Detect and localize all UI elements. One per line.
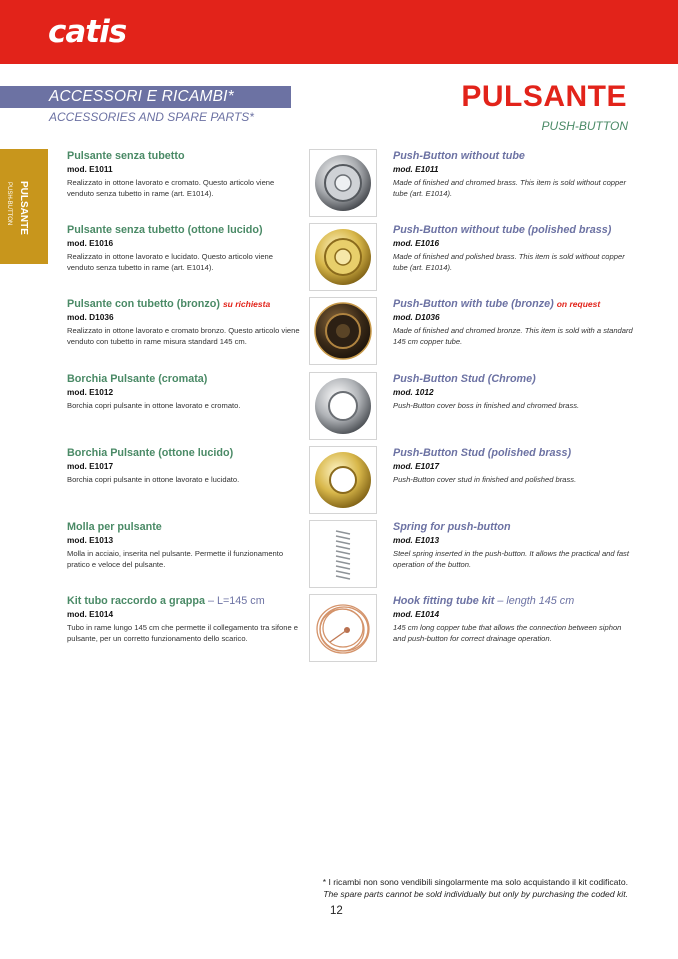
product-name-en-text: Push-Button with tube (bronze) [393, 298, 554, 310]
product-item [0, 446, 678, 520]
product-name-en [393, 520, 633, 534]
product-image [309, 223, 377, 291]
product-desc-it: Realizzato in ottone lavorato e cromato. Questo articolo viene venduto senza tubetto in rame (art. E1014). [67, 178, 275, 198]
product-name-it-text: Pulsante senza tubetto (ottone lucido) [67, 224, 263, 236]
item-description-it [67, 297, 302, 347]
item-description-it [67, 372, 302, 412]
product-name-it-text: Pulsante con tubetto (bronzo) [67, 298, 220, 310]
item-description-it [67, 149, 302, 199]
product-name-en [393, 223, 633, 237]
brand-logo: catis [48, 14, 127, 50]
model-code-it: mod. E1013 [67, 535, 114, 545]
footnote-en: The spare parts cannot be sold individually but only by purchasing the coded kit. [323, 889, 628, 899]
page-number: 12 [330, 905, 343, 917]
model-code-it: mod. E1012 [67, 387, 114, 397]
product-name-en [393, 372, 633, 386]
model-code-en: mod. E1014 [393, 609, 440, 619]
item-description-en [393, 297, 633, 347]
product-name-en-text: Hook fitting tube kit [393, 595, 495, 607]
brass-stud-icon [310, 447, 376, 513]
model-code-en: mod. D1036 [393, 312, 440, 322]
item-description-en [393, 372, 633, 412]
product-image [309, 520, 377, 588]
product-item [0, 372, 678, 446]
item-description-en [393, 149, 633, 199]
product-image [309, 149, 377, 217]
item-description-it [67, 594, 302, 644]
product-item [0, 520, 678, 594]
length-suffix: – L=145 cm [204, 595, 265, 607]
product-name-it-text: Kit tubo raccordo a grappa [67, 595, 205, 607]
page-title: PULSANTE [461, 80, 627, 113]
product-item [0, 223, 678, 297]
model-code-it: mod. E1011 [67, 164, 113, 174]
product-name-it [67, 149, 302, 163]
chrome-stud-icon [310, 373, 376, 439]
product-image [309, 372, 377, 440]
product-item [0, 594, 678, 668]
product-image [309, 594, 377, 662]
product-name-it [67, 594, 302, 608]
product-desc-it: Borchia copri pulsante in ottone lavorato e lucidato. [67, 475, 240, 484]
product-image [309, 446, 377, 514]
product-name-en-text: Push-Button Stud (polished brass) [393, 447, 572, 459]
brass-push-button-icon [310, 224, 376, 290]
model-code-en: mod. E1011 [393, 164, 439, 174]
product-desc-en: 145 cm long copper tube that allows the connection between siphon and push-button for correct drainage operation. [393, 623, 622, 643]
product-image [309, 297, 377, 365]
product-desc-en: Push-Button cover stud in finished and polished brass. [393, 475, 577, 484]
product-desc-en: Push-Button cover boss in finished and chromed brass. [393, 401, 580, 410]
footnote-it: * I ricambi non sono vendibili singolarmente ma solo acquistando il kit codificato. [322, 877, 628, 887]
on-request-label: su richiesta [222, 299, 271, 309]
product-name-it-text: Pulsante senza tubetto [67, 150, 185, 162]
product-desc-it: Realizzato in ottone lavorato e lucidato. Questo articolo viene venduto senza tubetto in rame (art. E1014). [67, 252, 273, 272]
footnote [323, 876, 628, 900]
product-name-it [67, 446, 302, 460]
model-code-en: mod. E1013 [393, 535, 440, 545]
product-name-en [393, 446, 633, 460]
item-description-en [393, 594, 633, 644]
model-code-it: mod. E1014 [67, 609, 114, 619]
model-code-en: mod. E1017 [393, 461, 440, 471]
product-name-en-text: Spring for push-button [393, 521, 511, 533]
product-name-en-text: Push-Button Stud (Chrome) [393, 373, 536, 385]
spring-icon [310, 521, 376, 587]
product-name-it [67, 520, 302, 534]
bronze-push-button-icon [310, 298, 376, 364]
product-desc-it: Tubo in rame lungo 145 cm che permette il collegamento tra sifone e pulsante, per un corretto funzionamento dello scarico. [67, 623, 299, 643]
product-name-it [67, 372, 302, 386]
product-item [0, 149, 678, 226]
chrome-push-button-icon [310, 150, 376, 216]
model-code-en: mod. E1016 [393, 238, 440, 248]
product-name-en-text: Push-Button without tube [393, 150, 525, 162]
product-name-en [393, 297, 633, 311]
product-desc-it: Molla in acciaio, inserita nel pulsante. Permette il funzionamento pratico e veloce del pulsante. [67, 549, 284, 569]
product-name-en [393, 594, 633, 608]
model-code-en: mod. 1012 [393, 387, 434, 397]
model-code-it: mod. E1017 [67, 461, 114, 471]
product-name-it [67, 297, 302, 311]
section-title-it: ACCESSORI E RICAMBI* [49, 88, 234, 105]
product-name-en-text: Push-Button without tube (polished brass) [393, 224, 612, 236]
product-desc-it: Borchia copri pulsante in ottone lavorato e cromato. [67, 401, 241, 410]
item-description-en [393, 223, 633, 273]
copper-tube-coil-icon [310, 595, 376, 661]
product-name-en [393, 149, 633, 163]
section-title-en: ACCESSORIES AND SPARE PARTS* [49, 110, 254, 124]
model-code-it: mod. E1016 [67, 238, 114, 248]
on-request-label: on request [556, 299, 601, 309]
item-description-it [67, 223, 302, 273]
product-desc-en: Made of finished and polished brass. This item is sold without copper tube (art. E1014). [393, 252, 625, 272]
page-subtitle: PUSH-BUTTON [541, 119, 628, 133]
product-name-it-text: Molla per pulsante [67, 521, 162, 533]
product-desc-en: Made of finished and chromed bronze. This item is sold with a standard 145 cm copper tube. [393, 326, 633, 346]
item-description-en [393, 520, 633, 570]
model-code-it: mod. D1036 [67, 312, 114, 322]
length-suffix: – length 145 cm [494, 595, 575, 607]
side-tab-label-it: PULSANTE [18, 181, 29, 235]
item-description-it [67, 520, 302, 570]
product-desc-en: Steel spring inserted in the push-button. It allows the practical and fast operation of the button. [393, 549, 629, 569]
product-name-it [67, 223, 302, 237]
product-desc-it: Realizzato in ottone lavorato e cromato bronzo. Questo articolo viene venduto con tubetto in rame misura standard 145 cm. [67, 326, 300, 346]
product-name-it-text: Borchia Pulsante (cromata) [67, 373, 208, 385]
side-tab-label-en: PUSH-BUTTON [6, 182, 12, 226]
product-desc-en: Made of finished and chromed brass. This item is sold without copper tube (art. E1014). [393, 178, 626, 198]
brand-header [0, 0, 678, 64]
product-item [0, 297, 678, 371]
item-description-en [393, 446, 633, 486]
item-description-it [67, 446, 302, 486]
product-name-it-text: Borchia Pulsante (ottone lucido) [67, 447, 234, 459]
